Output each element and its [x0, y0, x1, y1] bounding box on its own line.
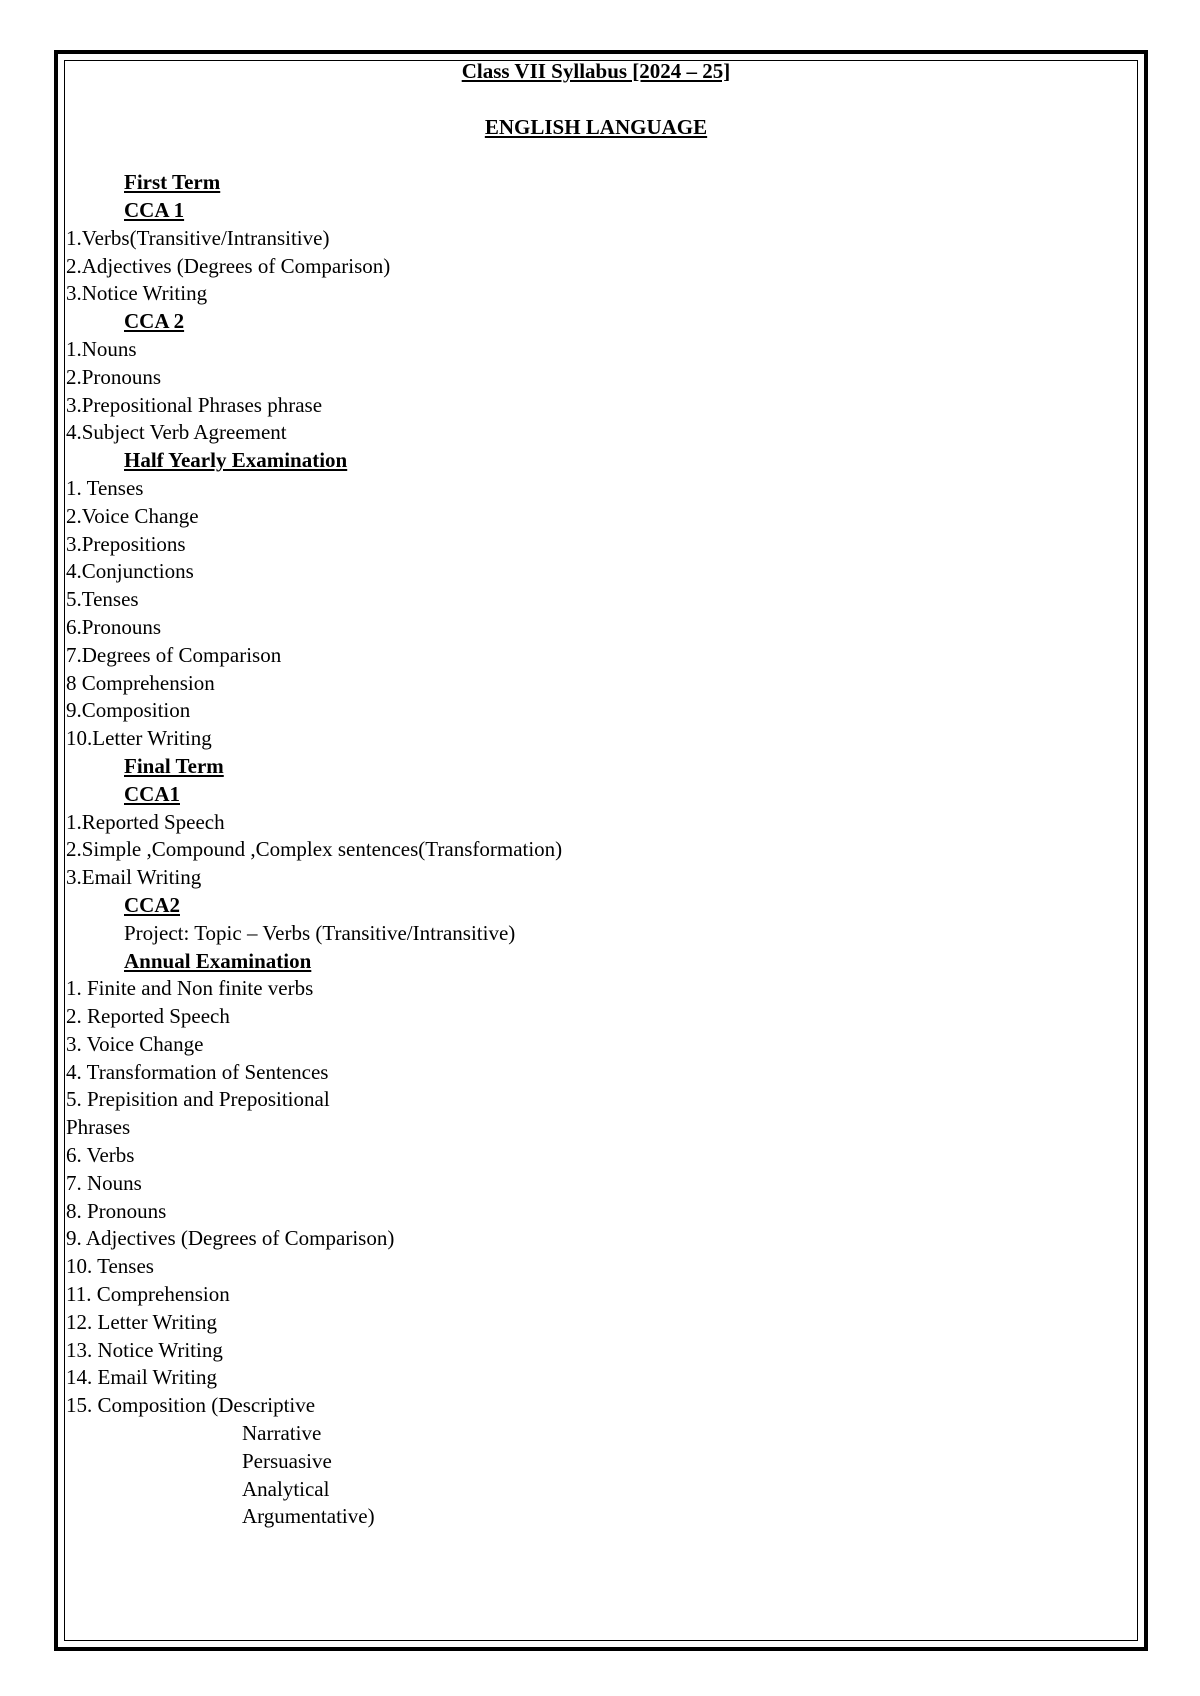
list-item: 6. Verbs	[66, 1143, 135, 1168]
list-item: 2.Voice Change	[66, 503, 199, 528]
list-item: 9.Composition	[66, 698, 191, 723]
first-term-cca1-heading: CCA 1	[124, 197, 185, 222]
list-item: 8. Pronouns	[66, 1198, 167, 1223]
list-item: 11. Comprehension	[66, 1282, 230, 1307]
document-title: Class VII Syllabus [2024 – 25]	[461, 59, 731, 83]
list-item: 2.Pronouns	[66, 364, 162, 389]
list-item: 6.Pronouns	[66, 614, 162, 639]
list-item: 4.Subject Verb Agreement	[66, 420, 287, 445]
list-item: 1. Finite and Non finite verbs	[66, 976, 314, 1001]
list-item: 8 Comprehension	[66, 670, 215, 695]
list-item: 5.Tenses	[66, 587, 139, 612]
spacer	[66, 141, 1126, 169]
first-term-heading: First Term	[124, 170, 221, 195]
subject-heading: ENGLISH LANGUAGE	[484, 114, 708, 139]
final-term-cca1-heading: CCA1	[124, 781, 180, 806]
list-item: 10. Tenses	[66, 1254, 154, 1279]
list-item: 12. Letter Writing	[66, 1309, 217, 1334]
annual-exam-heading: Annual Examination	[124, 948, 312, 973]
list-item: 5. Prepisition and Prepositional	[66, 1087, 330, 1112]
list-item: 4. Transformation of Sentences	[66, 1059, 329, 1084]
list-item: 15. Composition (Descriptive	[66, 1393, 316, 1418]
list-item: 2.Simple ,Compound ,Complex sentences(Transformation)	[66, 837, 563, 862]
list-item: 4.Conjunctions	[66, 559, 194, 584]
list-item: 2. Reported Speech	[66, 1004, 230, 1029]
project-topic: Project: Topic – Verbs (Transitive/Intransitive)	[124, 920, 516, 945]
composition-type: Persuasive	[242, 1448, 332, 1473]
list-item: 14. Email Writing	[66, 1365, 217, 1390]
list-item: Phrases	[66, 1115, 131, 1140]
list-item: 2.Adjectives (Degrees of Comparison)	[66, 253, 391, 278]
list-item: 10.Letter Writing	[66, 726, 212, 751]
syllabus-document	[66, 58, 1126, 1531]
composition-type: Argumentative)	[242, 1504, 375, 1529]
list-item: 1.Verbs(Transitive/Intransitive)	[66, 225, 330, 250]
list-item: 3. Voice Change	[66, 1031, 204, 1056]
final-term-heading: Final Term	[124, 753, 224, 778]
composition-type: Narrative	[242, 1421, 322, 1446]
list-item: 9. Adjectives (Degrees of Comparison)	[66, 1226, 395, 1251]
list-item: 3.Prepositions	[66, 531, 186, 556]
list-item: 7.Degrees of Comparison	[66, 642, 282, 667]
half-yearly-heading: Half Yearly Examination	[124, 448, 348, 473]
list-item: 7. Nouns	[66, 1170, 142, 1195]
list-item: 3.Email Writing	[66, 865, 202, 890]
list-item: 3.Prepositional Phrases phrase	[66, 392, 323, 417]
spacer	[66, 86, 1126, 114]
composition-type: Analytical	[242, 1476, 330, 1501]
list-item: 1.Reported Speech	[66, 809, 225, 834]
final-term-cca2-heading: CCA2	[124, 892, 180, 917]
list-item: 1. Tenses	[66, 475, 144, 500]
list-item: 3.Notice Writing	[66, 281, 208, 306]
list-item: 13. Notice Writing	[66, 1337, 223, 1362]
list-item: 1.Nouns	[66, 336, 137, 361]
first-term-cca2-heading: CCA 2	[124, 309, 185, 334]
